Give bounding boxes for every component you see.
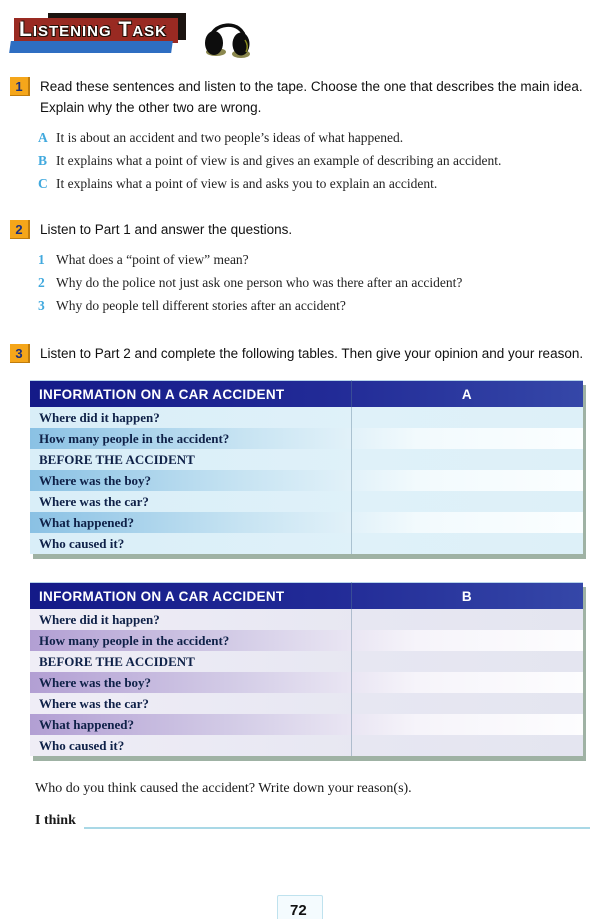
option-b-label: B xyxy=(38,153,48,168)
option-c xyxy=(38,172,590,195)
column-divider xyxy=(351,582,352,756)
row-question: Where did it happen? xyxy=(39,409,160,425)
task-1 xyxy=(10,76,592,118)
answer-cell[interactable] xyxy=(351,651,583,672)
question-2 xyxy=(38,271,590,294)
task-1-options xyxy=(38,126,590,195)
banner-blue-band xyxy=(9,41,173,53)
task-2 xyxy=(10,219,592,240)
row-question: Where did it happen? xyxy=(39,611,160,627)
task-1-number-badge: 1 xyxy=(10,77,30,96)
i-think-row xyxy=(35,809,590,829)
question-2-text: Why do the police not just ask one person who was there after an accident? xyxy=(56,275,463,290)
task-3 xyxy=(10,343,592,364)
table-b-header xyxy=(30,582,583,609)
answer-cell[interactable] xyxy=(351,672,583,693)
table-a-title: INFORMATION ON A CAR ACCIDENT xyxy=(39,386,285,402)
row-question: Where was the boy? xyxy=(39,472,152,488)
row-question: How many people in the accident? xyxy=(39,632,230,648)
table-accident-b xyxy=(30,582,583,756)
question-2-number: 2 xyxy=(38,275,45,290)
table-row xyxy=(30,735,583,756)
table-b-title: INFORMATION ON A CAR ACCIDENT xyxy=(39,588,285,604)
question-1-text: What does a “point of view” mean? xyxy=(56,252,249,267)
answer-cell[interactable] xyxy=(351,470,583,491)
task-2-questions xyxy=(38,248,590,317)
table-row xyxy=(30,651,583,672)
table-row xyxy=(30,449,583,470)
table-row xyxy=(30,630,583,651)
row-question: Where was the boy? xyxy=(39,674,152,690)
table-b-column-label: B xyxy=(461,588,472,604)
task-2-instruction: Listen to Part 1 and answer the questions. xyxy=(40,222,293,237)
table-a-header xyxy=(30,380,583,407)
table-row xyxy=(30,512,583,533)
table-accident-a xyxy=(30,380,583,554)
row-question: What happened? xyxy=(39,514,134,530)
table-row xyxy=(30,491,583,512)
option-b-text: It explains what a point of view is and gives an example of describing an accident. xyxy=(56,153,502,168)
option-c-text: It explains what a point of view is and asks you to explain an accident. xyxy=(56,176,438,191)
column-divider xyxy=(351,380,352,554)
answer-cell[interactable] xyxy=(351,693,583,714)
question-1-number: 1 xyxy=(38,252,45,267)
answer-cell[interactable] xyxy=(351,491,583,512)
row-question: BEFORE THE ACCIDENT xyxy=(39,653,195,669)
question-1 xyxy=(38,248,590,271)
answer-cell[interactable] xyxy=(351,449,583,470)
row-question: How many people in the accident? xyxy=(39,430,230,446)
page-number: 72 xyxy=(277,895,323,919)
option-b xyxy=(38,149,590,172)
task-2-number-badge: 2 xyxy=(10,220,30,239)
question-3-number: 3 xyxy=(38,298,45,313)
page-title: Listening Task xyxy=(19,18,167,41)
option-c-label: C xyxy=(38,176,48,191)
headphones-icon xyxy=(203,10,253,67)
row-question: Who caused it? xyxy=(39,737,125,753)
answer-cell[interactable] xyxy=(351,630,583,651)
table-row xyxy=(30,693,583,714)
table-row xyxy=(30,428,583,449)
row-question: Who caused it? xyxy=(39,535,125,551)
task-1-instruction: Read these sentences and listen to the tape. Choose the one that describes the main idea. Explain why the other two are wrong. xyxy=(40,79,583,115)
answer-cell[interactable] xyxy=(351,735,583,756)
answer-blank-line[interactable] xyxy=(84,809,590,829)
table-row xyxy=(30,672,583,693)
answer-cell[interactable] xyxy=(351,407,583,428)
table-row xyxy=(30,609,583,630)
row-question: Where was the car? xyxy=(39,695,149,711)
table-row xyxy=(30,714,583,735)
answer-cell[interactable] xyxy=(351,533,583,554)
option-a-text: It is about an accident and two people’s ideas of what happened. xyxy=(56,130,404,145)
question-3 xyxy=(38,294,590,317)
answer-cell[interactable] xyxy=(351,609,583,630)
row-question: BEFORE THE ACCIDENT xyxy=(39,451,195,467)
table-a-column-label: A xyxy=(461,386,472,402)
answer-cell[interactable] xyxy=(351,428,583,449)
task-3-number-badge: 3 xyxy=(10,344,30,363)
table-row xyxy=(30,470,583,491)
row-question: What happened? xyxy=(39,716,134,732)
i-think-label: I think xyxy=(35,813,76,828)
option-a-label: A xyxy=(38,130,48,145)
question-3-text: Why do people tell different stories after an accident? xyxy=(56,298,346,313)
table-row xyxy=(30,407,583,428)
task-3-instruction: Listen to Part 2 and complete the following tables. Then give your opinion and your reason. xyxy=(40,346,584,361)
option-a xyxy=(38,126,590,149)
answer-cell[interactable] xyxy=(351,714,583,735)
answer-cell[interactable] xyxy=(351,512,583,533)
table-row xyxy=(30,533,583,554)
closing-prompt: Who do you think caused the accident? Write down your reason(s). xyxy=(35,781,412,796)
row-question: Where was the car? xyxy=(39,493,149,509)
listening-task-banner xyxy=(0,12,600,56)
